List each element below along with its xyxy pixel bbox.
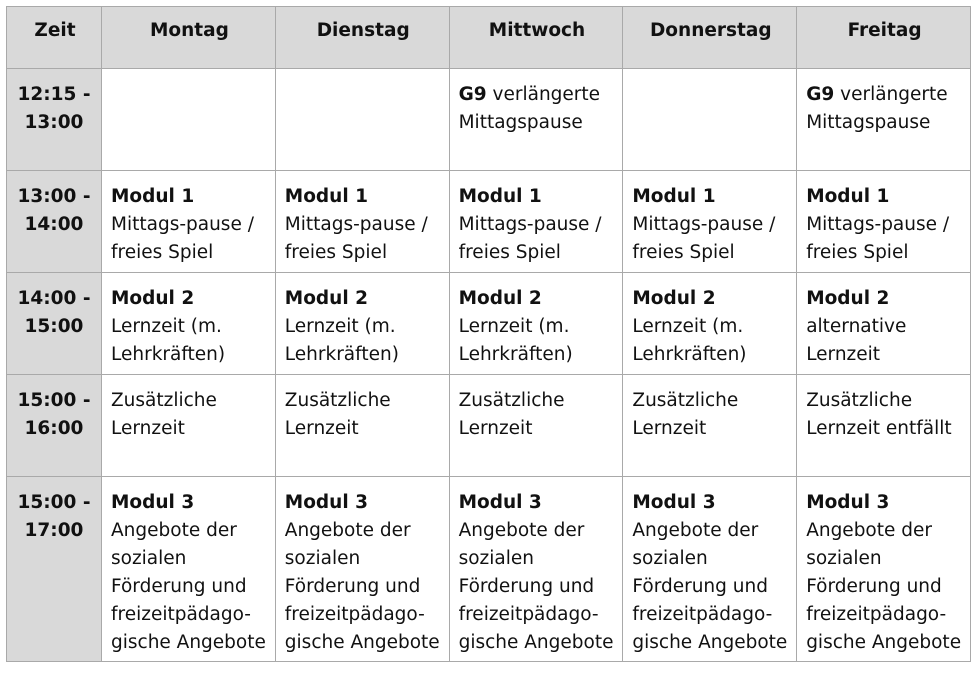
cell-text: Zusätzliche Lernzeit	[284, 390, 391, 439]
schedule-cell	[102, 171, 276, 273]
cell-label: Modul 3	[111, 492, 195, 513]
time-cell: 12:15 - 13:00	[7, 69, 102, 171]
header-day-monday: Montag	[102, 7, 276, 69]
cell-text: Mittags-pause / freies Spiel	[284, 214, 428, 263]
cell-label: Modul 1	[284, 186, 368, 207]
schedule-cell	[623, 69, 797, 171]
table-row	[7, 69, 971, 171]
header-day-tuesday: Dienstag	[275, 7, 449, 69]
cell-label: Modul 1	[458, 186, 542, 207]
cell-label: G9	[458, 84, 487, 105]
schedule-cell	[797, 375, 971, 477]
schedule-cell	[449, 375, 623, 477]
time-cell: 15:00 - 17:00	[7, 477, 102, 662]
cell-label: Modul 2	[806, 288, 890, 309]
cell-text: Angebote der sozialen Förderung und freizeitpädago-gische Angebote	[111, 520, 266, 653]
header-day-wednesday: Mittwoch	[449, 7, 623, 69]
cell-label: Modul 3	[458, 492, 542, 513]
schedule-cell	[102, 375, 276, 477]
cell-text: Zusätzliche Lernzeit	[632, 390, 739, 439]
cell-label: Modul 2	[284, 288, 368, 309]
table-row	[7, 171, 971, 273]
time-cell: 13:00 - 14:00	[7, 171, 102, 273]
table-row	[7, 477, 971, 662]
schedule-table	[6, 6, 971, 662]
cell-text: Lernzeit (m. Lehrkräften)	[284, 316, 399, 365]
cell-label: Modul 1	[632, 186, 716, 207]
schedule-cell	[797, 171, 971, 273]
time-cell: 15:00 - 16:00	[7, 375, 102, 477]
schedule-cell	[102, 69, 276, 171]
schedule-cell	[275, 375, 449, 477]
cell-label: Modul 3	[632, 492, 716, 513]
cell-label: Modul 1	[806, 186, 890, 207]
cell-text: Zusätzliche Lernzeit	[111, 390, 217, 439]
header-day-thursday: Donnerstag	[623, 7, 797, 69]
schedule-cell	[275, 477, 449, 662]
header-time: Zeit	[7, 7, 102, 69]
schedule-cell	[275, 69, 449, 171]
schedule-cell	[275, 171, 449, 273]
cell-text: Lernzeit (m. Lehrkräften)	[111, 316, 226, 365]
cell-text: Mittags-pause / freies Spiel	[111, 214, 254, 263]
schedule-cell	[102, 477, 276, 662]
cell-label: Modul 2	[111, 288, 195, 309]
cell-text: Zusätzliche Lernzeit entfällt	[806, 390, 952, 439]
table-row	[7, 375, 971, 477]
schedule-cell	[623, 375, 797, 477]
cell-text: Mittags-pause / freies Spiel	[458, 214, 602, 263]
cell-text: verlängerte Mittagspause	[806, 84, 948, 133]
schedule-cell	[275, 273, 449, 375]
cell-text: Zusätzliche Lernzeit	[458, 390, 565, 439]
cell-text: alternative Lernzeit	[806, 316, 907, 365]
cell-text: Angebote der sozialen Förderung und freizeitpädago-gische Angebote	[284, 520, 440, 653]
cell-text: Angebote der sozialen Förderung und freizeitpädago-gische Angebote	[806, 520, 962, 653]
schedule-cell	[797, 477, 971, 662]
cell-text: Angebote der sozialen Förderung und freizeitpädago-gische Angebote	[632, 520, 788, 653]
schedule-cell	[623, 477, 797, 662]
cell-label: Modul 1	[111, 186, 195, 207]
header-row	[7, 7, 971, 69]
cell-label: Modul 3	[284, 492, 368, 513]
schedule-cell	[449, 273, 623, 375]
schedule-cell	[449, 69, 623, 171]
cell-text: Angebote der sozialen Förderung und freizeitpädago-gische Angebote	[458, 520, 614, 653]
schedule-cell	[449, 171, 623, 273]
time-cell: 14:00 - 15:00	[7, 273, 102, 375]
schedule-cell	[102, 273, 276, 375]
cell-text: Lernzeit (m. Lehrkräften)	[632, 316, 747, 365]
cell-label: Modul 2	[632, 288, 716, 309]
cell-text: Mittags-pause / freies Spiel	[632, 214, 776, 263]
cell-text: Mittags-pause / freies Spiel	[806, 214, 950, 263]
cell-label: Modul 3	[806, 492, 890, 513]
schedule-cell	[623, 171, 797, 273]
schedule-cell	[797, 69, 971, 171]
schedule-cell	[449, 477, 623, 662]
cell-text: Lernzeit (m. Lehrkräften)	[458, 316, 573, 365]
cell-label: Modul 2	[458, 288, 542, 309]
header-day-friday: Freitag	[797, 7, 971, 69]
cell-text: verlängerte Mittagspause	[458, 84, 601, 133]
schedule-cell	[797, 273, 971, 375]
table-row	[7, 273, 971, 375]
schedule-cell	[623, 273, 797, 375]
cell-label: G9	[806, 84, 835, 105]
